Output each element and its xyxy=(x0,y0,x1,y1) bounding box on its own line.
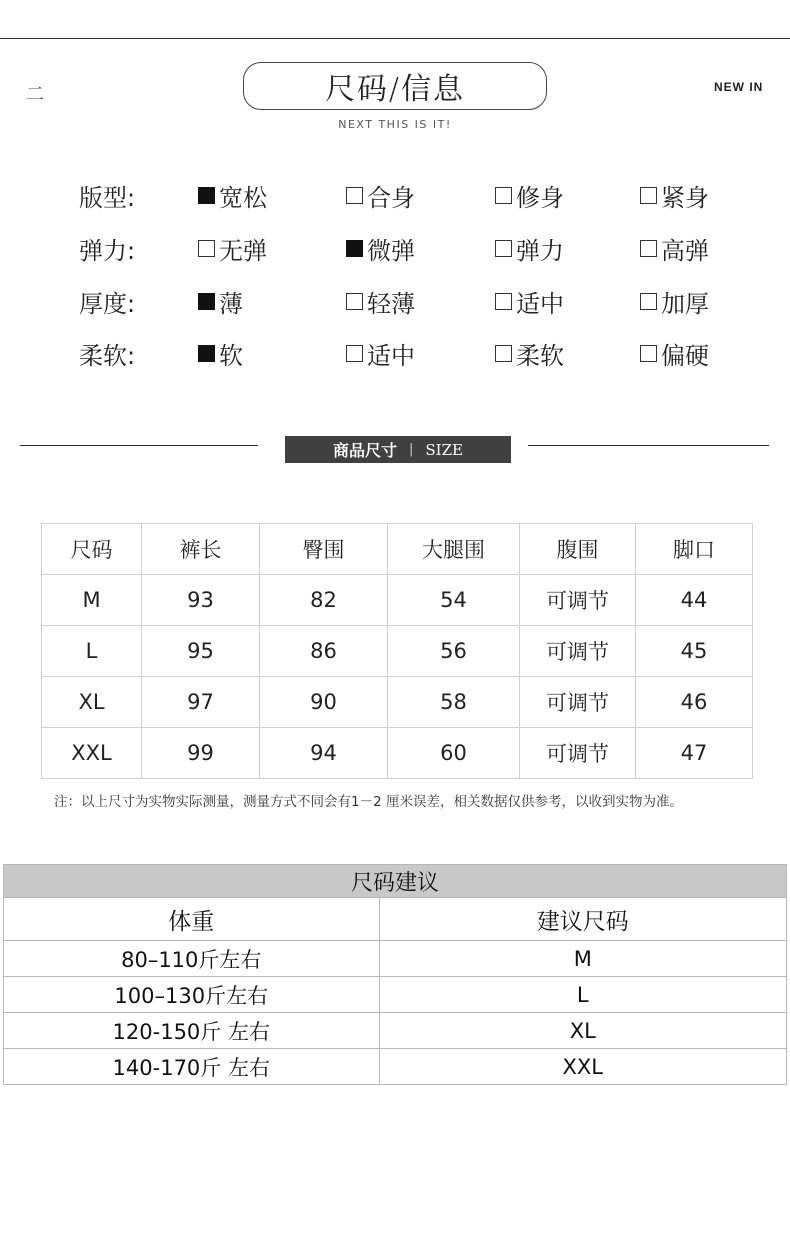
attr-option xyxy=(198,231,267,266)
table-cell: 可调节 xyxy=(520,677,636,728)
table-header-cell: 脚口 xyxy=(636,524,753,575)
table-header-cell: 裤长 xyxy=(142,524,260,575)
attr-option-label: 适中 xyxy=(367,342,415,370)
checkbox-icon xyxy=(346,187,363,204)
table-cell: 86 xyxy=(260,626,388,677)
table-cell: 可调节 xyxy=(520,728,636,779)
checkbox-icon xyxy=(495,345,512,362)
attr-option xyxy=(495,231,564,266)
attr-option-label: 修身 xyxy=(516,184,564,212)
table-cell: 82 xyxy=(260,575,388,626)
table-cell: XXL xyxy=(42,728,142,779)
table-cell: 54 xyxy=(388,575,520,626)
checkbox-icon xyxy=(640,240,657,257)
advice-size-cell: L xyxy=(379,977,786,1013)
advice-size-cell: XL xyxy=(379,1013,786,1049)
attr-option xyxy=(640,178,709,213)
attr-option xyxy=(495,336,564,371)
measurement-note: 注：以上尺寸为实物实际测量，测量方式不同会有1－2 厘米误差，相关数据仅供参考，以收到实物为准。 xyxy=(54,794,683,810)
checkbox-icon xyxy=(640,293,657,310)
attr-option xyxy=(495,178,564,213)
top-divider xyxy=(0,38,790,39)
table-cell: 47 xyxy=(636,728,753,779)
side-mark: 二 xyxy=(26,84,43,105)
attr-label: 版型: xyxy=(79,184,136,212)
table-row xyxy=(42,626,753,677)
table-row xyxy=(42,677,753,728)
table-cell: L xyxy=(42,626,142,677)
attr-option-label: 宽松 xyxy=(219,184,267,212)
attr-option xyxy=(346,284,415,319)
checkbox-icon xyxy=(495,240,512,257)
size-section-header xyxy=(285,436,511,463)
checkbox-icon xyxy=(640,187,657,204)
table-cell: XL xyxy=(42,677,142,728)
attr-row-stretch xyxy=(0,231,790,267)
table-row xyxy=(4,1013,787,1049)
advice-title: 尺码建议 xyxy=(4,865,787,898)
attr-option-label: 轻薄 xyxy=(367,290,415,318)
attr-row-thickness xyxy=(0,284,790,320)
table-cell: 可调节 xyxy=(520,626,636,677)
attr-option-label: 弹力 xyxy=(516,237,564,265)
advice-size-cell: XXL xyxy=(379,1049,786,1085)
attr-option xyxy=(198,178,267,213)
attr-option-label: 偏硬 xyxy=(661,342,709,370)
attr-option-label: 软 xyxy=(219,342,243,370)
advice-size-cell: M xyxy=(379,941,786,977)
attr-option-label: 适中 xyxy=(516,290,564,318)
attr-option xyxy=(640,231,709,266)
table-cell: 94 xyxy=(260,728,388,779)
size-measurement-table xyxy=(41,523,753,779)
table-cell: 97 xyxy=(142,677,260,728)
table-header-row xyxy=(42,524,753,575)
checkbox-icon xyxy=(198,187,215,204)
table-cell: 58 xyxy=(388,677,520,728)
advice-header-row xyxy=(4,898,787,941)
attr-option-label: 柔软 xyxy=(516,342,564,370)
table-header-cell: 臀围 xyxy=(260,524,388,575)
attr-label: 柔软: xyxy=(79,342,136,370)
attr-option-label: 合身 xyxy=(367,184,415,212)
advice-title-row xyxy=(4,865,787,898)
table-cell: 45 xyxy=(636,626,753,677)
attr-option-label: 薄 xyxy=(219,290,243,318)
size-advice-table xyxy=(3,864,787,1085)
table-cell: M xyxy=(42,575,142,626)
attr-option-label: 加厚 xyxy=(661,290,709,318)
advice-weight-cell: 120-150斤 左右 xyxy=(4,1013,380,1049)
table-row xyxy=(4,1049,787,1085)
attr-option xyxy=(346,336,415,371)
table-cell: 99 xyxy=(142,728,260,779)
attr-option xyxy=(346,231,415,266)
checkbox-icon xyxy=(495,187,512,204)
attr-option-label: 无弹 xyxy=(219,237,267,265)
advice-weight-cell: 80–110斤左右 xyxy=(4,941,380,977)
table-cell: 44 xyxy=(636,575,753,626)
new-in-tag: NEW IN xyxy=(714,80,764,94)
advice-header-cell: 建议尺码 xyxy=(379,898,786,941)
attr-row-softness xyxy=(0,336,790,372)
checkbox-icon xyxy=(346,293,363,310)
attr-label: 厚度: xyxy=(79,290,136,318)
advice-header-cell: 体重 xyxy=(4,898,380,941)
section-divider-right xyxy=(528,445,769,446)
size-section-title-en: SIZE xyxy=(425,440,463,459)
checkbox-icon xyxy=(346,345,363,362)
size-section-title-cn: 商品尺寸 xyxy=(333,441,398,460)
table-row xyxy=(4,977,787,1013)
checkbox-icon xyxy=(495,293,512,310)
attr-option-label: 高弹 xyxy=(661,237,709,265)
attr-option xyxy=(346,178,415,213)
table-header-cell: 大腿围 xyxy=(388,524,520,575)
attr-option xyxy=(640,336,709,371)
size-section-separator: | xyxy=(409,442,414,457)
table-row xyxy=(4,941,787,977)
attr-row-fit xyxy=(0,178,790,214)
table-cell: 56 xyxy=(388,626,520,677)
checkbox-icon xyxy=(198,293,215,310)
checkbox-icon xyxy=(198,240,215,257)
attr-option xyxy=(640,284,709,319)
table-header-cell: 腹围 xyxy=(520,524,636,575)
attr-option xyxy=(198,284,243,319)
table-cell: 90 xyxy=(260,677,388,728)
attr-option-label: 微弹 xyxy=(367,237,415,265)
table-cell: 46 xyxy=(636,677,753,728)
checkbox-icon xyxy=(640,345,657,362)
page-subtitle: NEXT THIS IS IT! xyxy=(338,118,452,131)
checkbox-icon xyxy=(198,345,215,362)
table-header-cell: 尺码 xyxy=(42,524,142,575)
attr-option xyxy=(495,284,564,319)
checkbox-icon xyxy=(346,240,363,257)
table-row xyxy=(42,728,753,779)
table-cell: 95 xyxy=(142,626,260,677)
advice-weight-cell: 140-170斤 左右 xyxy=(4,1049,380,1085)
section-divider-left xyxy=(20,445,258,446)
table-cell: 60 xyxy=(388,728,520,779)
table-cell: 可调节 xyxy=(520,575,636,626)
page-title: 尺码/信息 xyxy=(243,62,547,110)
attr-label: 弹力: xyxy=(79,237,136,265)
advice-weight-cell: 100–130斤左右 xyxy=(4,977,380,1013)
attr-option xyxy=(198,336,243,371)
table-cell: 93 xyxy=(142,575,260,626)
attr-option-label: 紧身 xyxy=(661,184,709,212)
table-row xyxy=(42,575,753,626)
